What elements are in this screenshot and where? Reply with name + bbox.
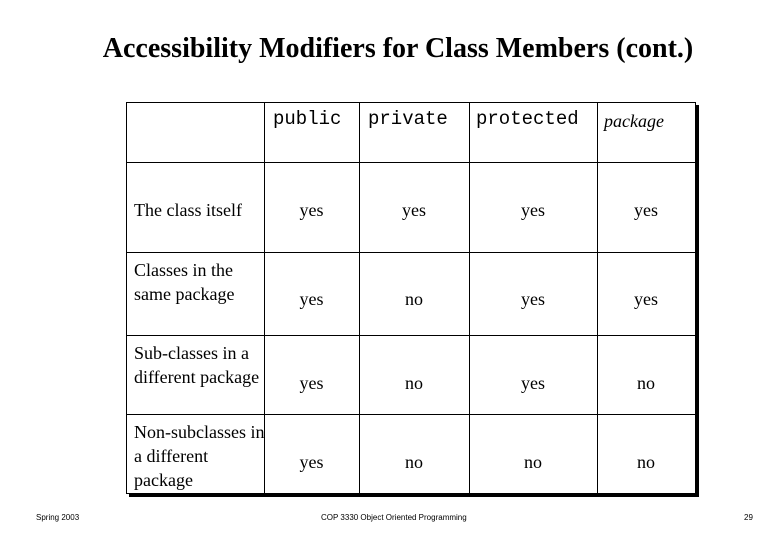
table-cell: no (637, 452, 655, 472)
table-cell: no (405, 289, 423, 309)
table-divider (127, 162, 695, 163)
table-cell: yes (521, 373, 545, 393)
table-cell: yes (634, 200, 658, 220)
table-cell: yes (521, 289, 545, 309)
footer-course: COP 3330 Object Oriented Programming (321, 513, 467, 522)
column-header-public: public (273, 108, 342, 130)
table-cell: yes (299, 373, 324, 393)
row-label: Sub-classes in a different package (134, 343, 260, 387)
table-divider (127, 414, 695, 415)
row-label: Classes in the same package (134, 260, 235, 304)
footer-date: Spring 2003 (36, 513, 80, 522)
table-cell: yes (299, 452, 324, 472)
column-header-protected: protected (476, 108, 579, 130)
slide-title: Accessibility Modifiers for Class Members (cont.) (102, 33, 694, 64)
table-divider (127, 335, 695, 336)
table-cell: no (637, 373, 655, 393)
column-header-package: package (604, 111, 664, 131)
table-cell: no (524, 452, 542, 472)
table-cell: yes (521, 200, 545, 220)
table-cell: yes (634, 289, 658, 309)
table-cell: yes (299, 200, 324, 220)
row-label: Non-subclasses in a different package (134, 422, 265, 490)
table-cell: no (405, 452, 423, 472)
table-divider (127, 252, 695, 253)
table-cell: yes (402, 200, 426, 220)
column-header-private: private (368, 108, 448, 130)
table-cell: no (405, 373, 423, 393)
table-cell: yes (299, 289, 324, 309)
row-label: The class itself (134, 200, 242, 220)
footer-page-number: 29 (744, 513, 753, 522)
access-modifier-table (126, 102, 696, 494)
